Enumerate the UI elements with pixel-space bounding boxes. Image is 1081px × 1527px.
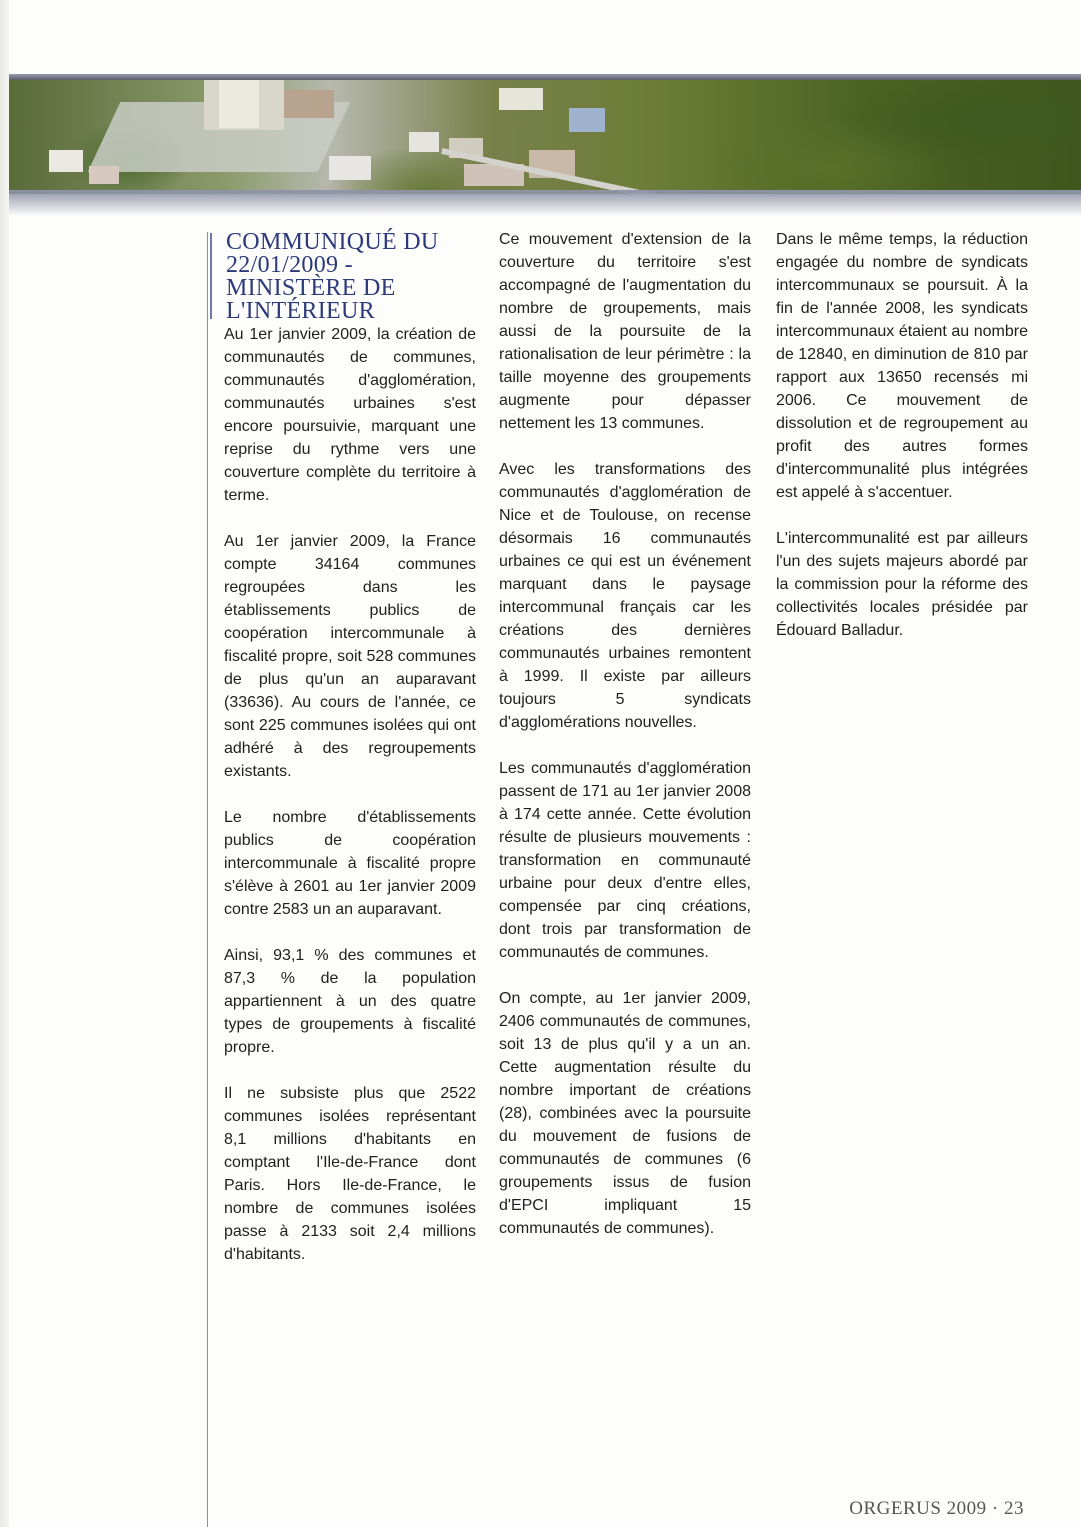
paragraph: Les communautés d'agglomération passent de 171 au 1er janvier 2008 à 174 cette année. Cette évolution résulte de plusieurs mouvements : transformation en communauté urbaine pour deux d'entre elles, compensée par cinq créations, dont trois par transformation de communautés de communes.: [499, 760, 751, 961]
page-footer: ORGERUS 2009 · 23: [849, 1498, 1024, 1519]
heading-accent-bar: [210, 233, 212, 319]
paragraph: Au 1er janvier 2009, la France compte 34164 communes regroupées dans les établissements publics de coopération intercommunale à fiscalité propre, soit 528 communes de plus qu'un an auparavant (33636). Au cours de l'année, ce sont 225 communes isolées qui ont adhéré à des regroupements existants.: [224, 533, 476, 780]
paragraph: Ainsi, 93,1 % des communes et 87,3 % de la population appartiennent à un des quatre types de groupements à fiscalité propre.: [224, 947, 476, 1056]
column-rule: [207, 232, 208, 1527]
paragraph: L'intercommunalité est par ailleurs l'un des sujets majeurs abordé par la commission pour la réforme des collectivités locales présidée par Édouard Balladur.: [776, 530, 1028, 639]
paragraph: Au 1er janvier 2009, la création de communautés de communes, communautés d'agglomération, communautés urbaines s'est encore poursuivie, marquant une reprise du rythme vers une couverture complète du territoire à terme.: [224, 326, 476, 504]
heading-line-3: MINISTÈRE DE: [226, 275, 396, 301]
aerial-village-photo: [9, 80, 1081, 194]
article-heading: [226, 231, 476, 323]
page-binding-edge: [0, 0, 9, 1527]
heading-line-1: COMMUNIQUÉ DU: [226, 229, 439, 255]
paragraph: Dans le même temps, la réduction engagée du nombre de syndicats intercommunaux se poursuit. À la fin de l'année 2008, les syndicats intercommunaux étaient au nombre de 12840, en diminution de 810 par rapport aux 13650 recensés mi 2006. Ce mouvement de dissolution et de regroupement au profit des autres formes d'intercommunalité plus intégrées est appelé à s'accentuer.: [776, 231, 1028, 501]
paragraph: Ce mouvement d'extension de la couverture du territoire s'est accompagné de l'augmentation du nombre de groupements, mais aussi de la poursuite de la rationalisation de leur périmètre : la taille moyenne des groupements augmente pour dépasser nettement les 13 communes.: [499, 231, 751, 432]
text-column-2: [499, 228, 751, 1263]
text-column-1: [224, 228, 476, 1289]
text-column-3: [776, 228, 1028, 665]
paragraph: Le nombre d'établissements publics de coopération intercommunale à fiscalité propre s'élève à 2601 au 1er janvier 2009 contre 2583 un an auparavant.: [224, 809, 476, 918]
paragraph: Il ne subsiste plus que 2522 communes isolées représentant 8,1 millions d'habitants en comptant l'Ile-de-France dont Paris. Hors Ile-de-France, le nombre de communes isolées passe à 2133 soit 2,4 millions d'habitants.: [224, 1085, 476, 1263]
heading-line-2: 22/01/2009 -: [226, 252, 353, 278]
paragraph: Avec les transformations des communautés d'agglomération de Nice et de Toulouse, on recense désormais 16 communautés urbaines ce qui est un événement marquant dans le paysage intercommunal français car les créations des dernières communautés urbaines remontent à 1999. Il existe par ailleurs toujours 5 syndicats d'agglomérations nouvelles.: [499, 461, 751, 731]
paragraph: On compte, au 1er janvier 2009, 2406 communautés de communes, soit 13 de plus qu'il y a un an. Cette augmentation résulte du nombre important de créations (28), combinées avec la poursuite du mouvement de fusions de communautés de communes (6 groupements issus de fusion d'EPCI impliquant 15 communautés de communes).: [499, 990, 751, 1237]
heading-line-4: L'INTÉRIEUR: [226, 298, 375, 324]
photo-bottom-shadow: [9, 190, 1081, 216]
